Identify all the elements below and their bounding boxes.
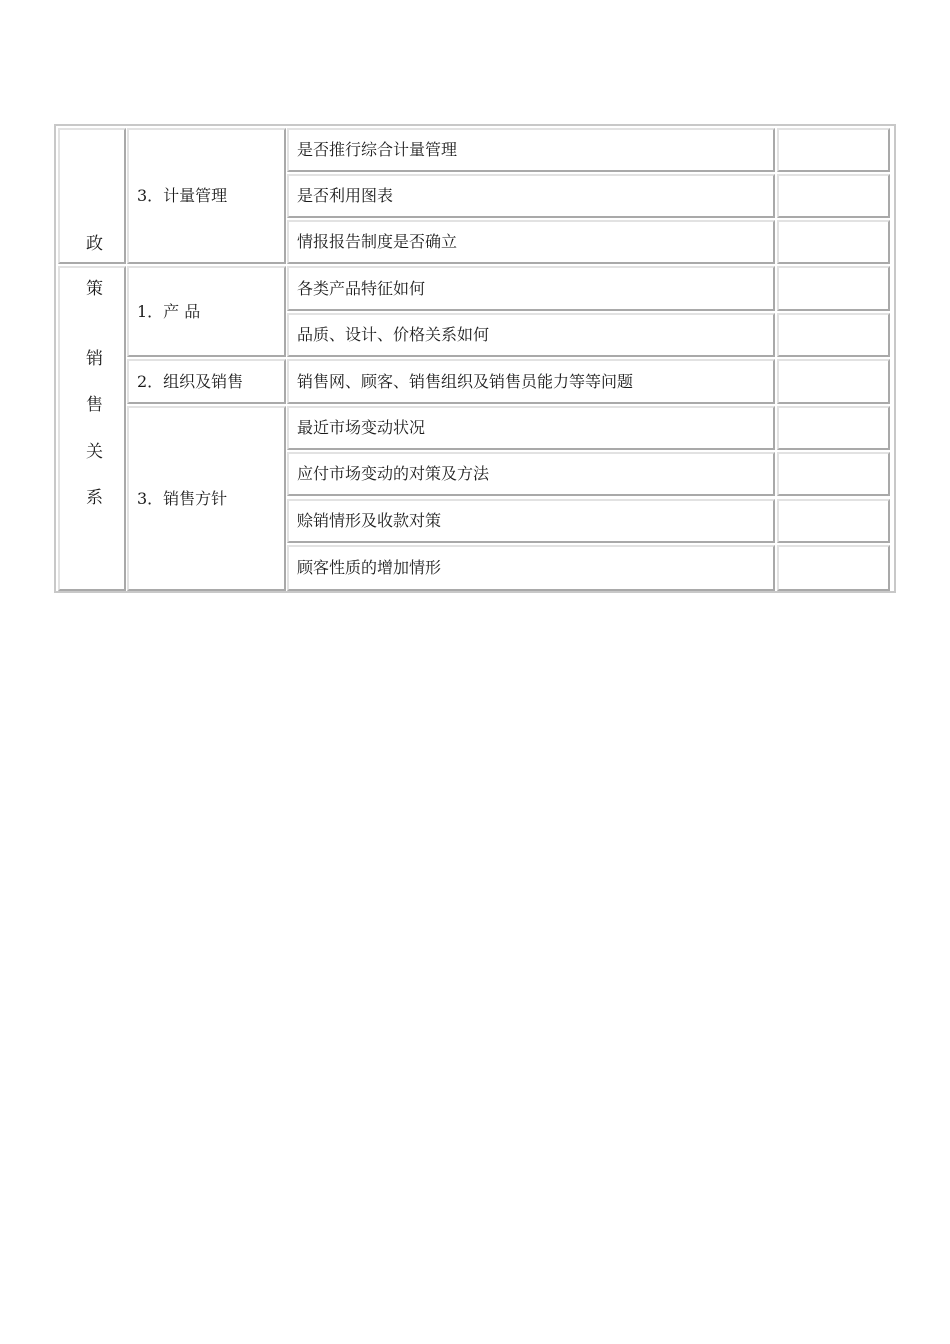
checklist-item-text: 品质、设计、价格关系如何 [297,325,490,344]
checklist-table [54,124,896,593]
subcategory-label: 2．组织及销售 [137,371,244,391]
score-cell[interactable] [777,266,890,311]
category-char: 售 [86,395,103,415]
subcategory-label: 3．销售方针 [137,488,228,508]
score-cell[interactable] [777,359,890,404]
checklist-item-text: 销售网、顾客、销售组织及销售员能力等等问题 [297,371,634,391]
score-cell[interactable] [777,128,890,172]
category-char: 系 [86,488,103,508]
subcategory-label: 1．产 品 [137,301,201,321]
score-cell[interactable] [777,452,890,496]
score-cell[interactable] [777,499,890,543]
checklist-item [287,406,775,450]
checklist-item-text: 情报报告制度是否确立 [297,232,458,251]
checklist-item [287,220,775,264]
subcategory-cell [127,266,286,357]
checklist-item [287,359,775,404]
category-char: 政 [86,234,103,254]
checklist-item [287,452,775,496]
checklist-item-text: 应付市场变动的对策及方法 [297,464,490,483]
subcategory-cell [127,128,286,264]
checklist-item-text: 赊销情形及收款对策 [297,511,442,530]
checklist-item-text: 是否推行综合计量管理 [297,140,458,159]
checklist-item-text: 最近市场变动状况 [297,418,426,437]
score-cell[interactable] [777,545,890,591]
category-char: 策 [86,279,103,299]
category-cell-top [58,128,126,264]
checklist-item-text: 是否利用图表 [297,186,394,205]
category-char: 销 [86,349,103,369]
category-char: 关 [86,442,103,462]
checklist-item [287,545,775,591]
subcategory-label: 3．计量管理 [137,186,228,205]
score-cell[interactable] [777,406,890,450]
score-cell[interactable] [777,174,890,218]
subcategory-cell [127,406,286,591]
checklist-item [287,174,775,218]
score-cell[interactable] [777,220,890,264]
checklist-item [287,266,775,311]
checklist-item [287,128,775,172]
category-cell-bottom [58,266,126,591]
checklist-item [287,313,775,357]
subcategory-cell [127,359,286,404]
checklist-item-text: 各类产品特征如何 [297,278,426,298]
score-cell[interactable] [777,313,890,357]
checklist-item [287,499,775,543]
checklist-item-text: 顾客性质的增加情形 [297,558,442,577]
